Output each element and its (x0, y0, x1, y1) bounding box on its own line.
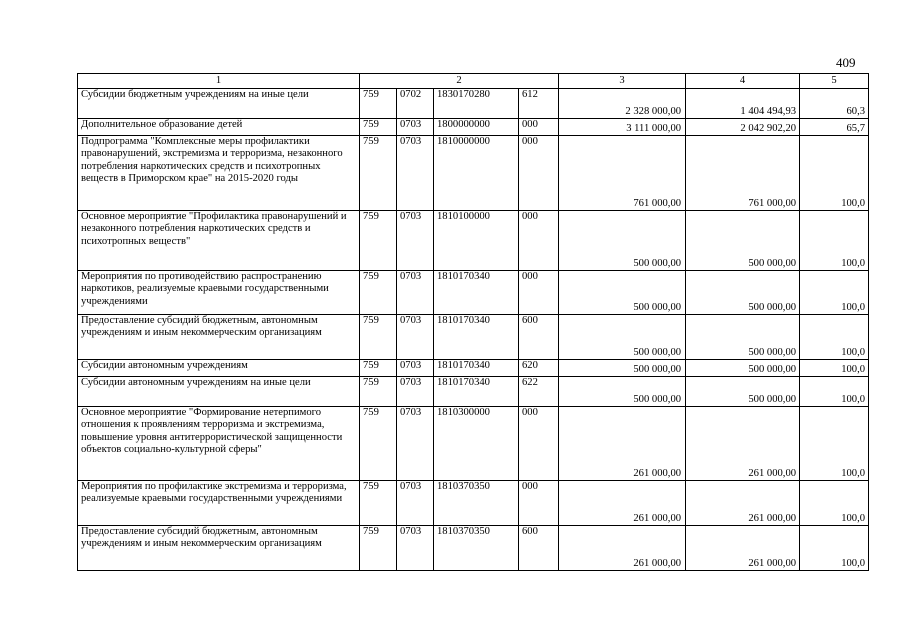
row-ministry-code: 759 (360, 407, 397, 481)
row-section-code: 0703 (397, 377, 434, 407)
row-section-code: 0703 (397, 407, 434, 481)
table-row (78, 315, 869, 360)
row-percent: 100,0 (800, 315, 869, 360)
row-executed: 500 000,00 (686, 315, 800, 360)
table-row (78, 481, 869, 526)
row-target-code: 1830170280 (434, 89, 519, 119)
row-ministry-code: 759 (360, 119, 397, 136)
row-percent: 100,0 (800, 526, 869, 571)
row-section-code: 0703 (397, 271, 434, 315)
row-name: Мероприятия по профилактике экстремизма и терроризма, реализуемые краевыми государственными учреждениями (78, 481, 360, 526)
row-type-code: 612 (519, 89, 559, 119)
row-target-code: 1810170340 (434, 360, 519, 377)
row-target-code: 1810300000 (434, 407, 519, 481)
row-type-code: 000 (519, 136, 559, 211)
row-percent: 100,0 (800, 407, 869, 481)
row-executed: 1 404 494,93 (686, 89, 800, 119)
row-approved: 500 000,00 (559, 211, 686, 271)
row-ministry-code: 759 (360, 315, 397, 360)
row-approved: 500 000,00 (559, 360, 686, 377)
row-executed: 500 000,00 (686, 360, 800, 377)
header-col-3: 3 (559, 74, 686, 89)
page-number: 409 (836, 55, 856, 70)
row-ministry-code: 759 (360, 526, 397, 571)
row-target-code: 1810370350 (434, 526, 519, 571)
row-name: Субсидии автономным учреждениям (78, 360, 360, 377)
row-approved: 261 000,00 (559, 481, 686, 526)
row-percent: 100,0 (800, 271, 869, 315)
row-executed: 500 000,00 (686, 377, 800, 407)
row-approved: 2 328 000,00 (559, 89, 686, 119)
table-row (78, 526, 869, 571)
row-executed: 261 000,00 (686, 481, 800, 526)
table-row (78, 136, 869, 211)
row-ministry-code: 759 (360, 271, 397, 315)
budget-table (77, 73, 869, 571)
row-section-code: 0703 (397, 481, 434, 526)
row-target-code: 1810000000 (434, 136, 519, 211)
row-name: Основное мероприятие "Профилактика правонарушений и незаконного потребления наркотических средств и психотропных веществ" (78, 211, 360, 271)
row-section-code: 0703 (397, 315, 434, 360)
row-section-code: 0703 (397, 119, 434, 136)
row-executed: 261 000,00 (686, 407, 800, 481)
table-row (78, 119, 869, 136)
row-name: Субсидии бюджетным учреждениям на иные цели (78, 89, 360, 119)
row-section-code: 0703 (397, 136, 434, 211)
row-ministry-code: 759 (360, 377, 397, 407)
row-percent: 100,0 (800, 377, 869, 407)
row-executed: 2 042 902,20 (686, 119, 800, 136)
table-row (78, 89, 869, 119)
row-name: Основное мероприятие "Формирование нетерпимого отношения к проявлениям терроризма и экстремизма, повышение уровня антитеррористической защищенности объектов социально-культурной сферы" (78, 407, 360, 481)
table-row (78, 211, 869, 271)
row-type-code: 600 (519, 526, 559, 571)
row-approved: 761 000,00 (559, 136, 686, 211)
header-row (78, 74, 869, 89)
row-type-code: 622 (519, 377, 559, 407)
row-type-code: 620 (519, 360, 559, 377)
header-col-5: 5 (800, 74, 869, 89)
row-approved: 261 000,00 (559, 526, 686, 571)
row-ministry-code: 759 (360, 136, 397, 211)
row-type-code: 000 (519, 407, 559, 481)
row-type-code: 600 (519, 315, 559, 360)
row-approved: 500 000,00 (559, 271, 686, 315)
row-approved: 261 000,00 (559, 407, 686, 481)
row-section-code: 0703 (397, 211, 434, 271)
row-percent: 100,0 (800, 136, 869, 211)
table-row (78, 377, 869, 407)
row-target-code: 1810170340 (434, 271, 519, 315)
row-percent: 60,3 (800, 89, 869, 119)
row-executed: 761 000,00 (686, 136, 800, 211)
row-type-code: 000 (519, 271, 559, 315)
row-approved: 500 000,00 (559, 377, 686, 407)
table-row (78, 407, 869, 481)
row-percent: 65,7 (800, 119, 869, 136)
row-target-code: 1810170340 (434, 377, 519, 407)
header-col-2: 2 (360, 74, 559, 89)
header-col-4: 4 (686, 74, 800, 89)
row-approved: 3 111 000,00 (559, 119, 686, 136)
row-name: Предоставление субсидий бюджетным, автономным учреждениям и иным некоммерческим организациям (78, 526, 360, 571)
row-target-code: 1810170340 (434, 315, 519, 360)
row-name: Мероприятия по противодействию распространению наркотиков, реализуемые краевыми государственными учреждениями (78, 271, 360, 315)
row-executed: 261 000,00 (686, 526, 800, 571)
row-section-code: 0703 (397, 526, 434, 571)
row-type-code: 000 (519, 211, 559, 271)
row-percent: 100,0 (800, 211, 869, 271)
table-row (78, 271, 869, 315)
row-section-code: 0703 (397, 360, 434, 377)
row-ministry-code: 759 (360, 360, 397, 377)
row-name: Дополнительное образование детей (78, 119, 360, 136)
header-col-1: 1 (78, 74, 360, 89)
row-name: Субсидии автономным учреждениям на иные цели (78, 377, 360, 407)
row-ministry-code: 759 (360, 481, 397, 526)
row-ministry-code: 759 (360, 211, 397, 271)
table-row (78, 360, 869, 377)
row-percent: 100,0 (800, 481, 869, 526)
row-executed: 500 000,00 (686, 271, 800, 315)
row-target-code: 1810100000 (434, 211, 519, 271)
row-name: Предоставление субсидий бюджетным, автономным учреждениям и иным некоммерческим организациям (78, 315, 360, 360)
row-percent: 100,0 (800, 360, 869, 377)
row-target-code: 1810370350 (434, 481, 519, 526)
row-executed: 500 000,00 (686, 211, 800, 271)
row-type-code: 000 (519, 119, 559, 136)
row-type-code: 000 (519, 481, 559, 526)
row-target-code: 1800000000 (434, 119, 519, 136)
row-section-code: 0702 (397, 89, 434, 119)
row-name: Подпрограмма "Комплексные меры профилактики правонарушений, экстремизма и терроризма, незаконного потребления наркотических средств и психотропных веществ в Приморском крае" на 2015-2020 годы (78, 136, 360, 211)
row-ministry-code: 759 (360, 89, 397, 119)
row-approved: 500 000,00 (559, 315, 686, 360)
